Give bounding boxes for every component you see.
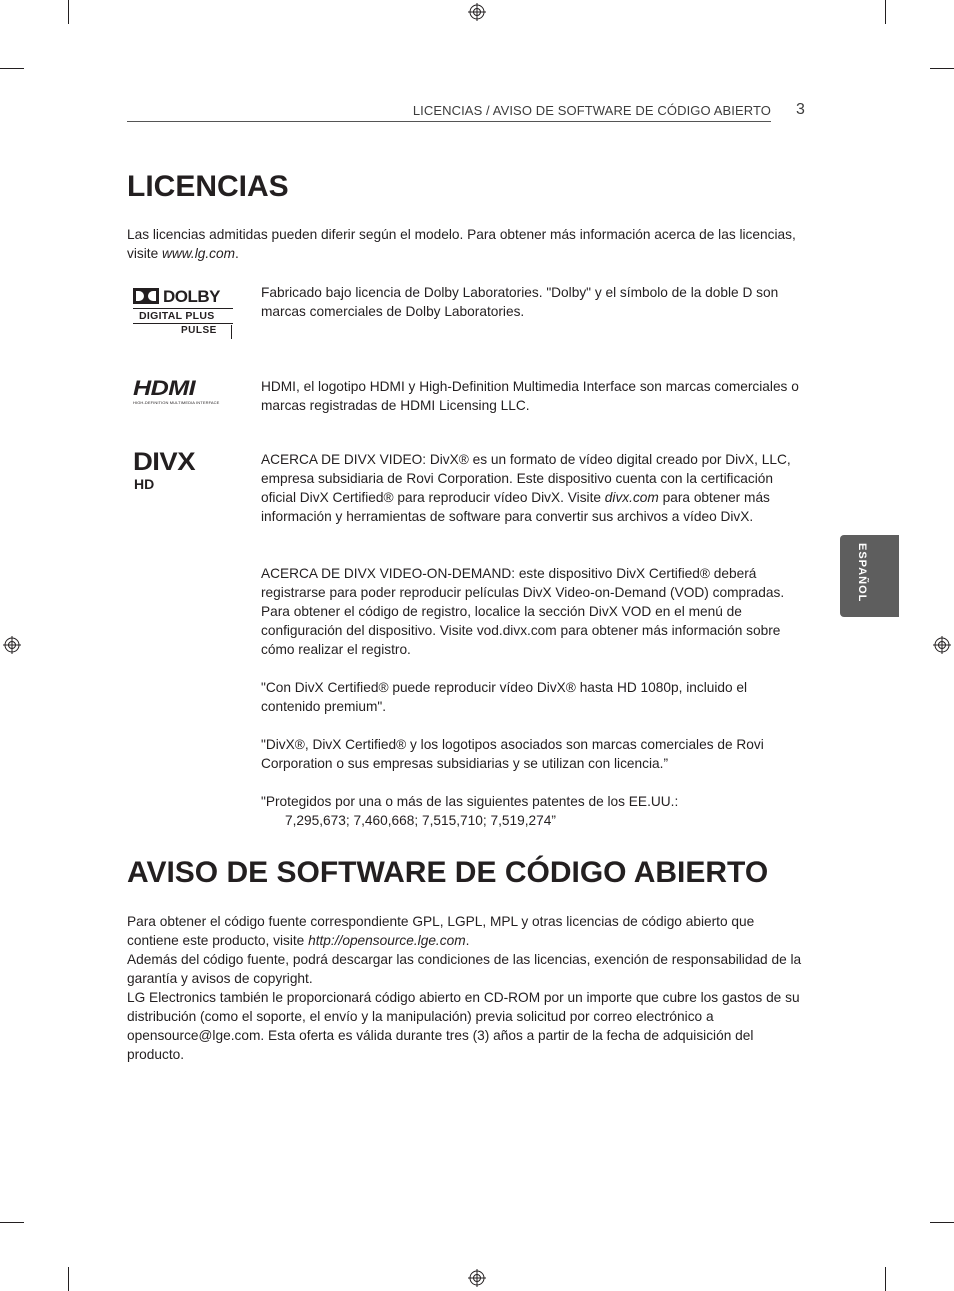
divx-paragraph-4: "DivX®, DivX Certified® y los logotipos asociados son marcas comerciales de Rovi Corporation o sus empresas subsidiarias y se utilizan con licencia.” xyxy=(261,737,764,771)
hdmi-logo xyxy=(133,377,233,408)
intro-end: . xyxy=(235,246,239,261)
crop-mark xyxy=(930,68,954,69)
crop-mark xyxy=(0,1222,24,1223)
open-source-p1-text: Para obtener el código fuente correspondiente GPL, LGPL, MPL y otras licencias de código abierto que contiene este producto, visite xyxy=(127,914,755,948)
divx-paragraph-1 xyxy=(261,450,801,526)
divx-p1-text: ACERCA DE DIVX VIDEO: DivX® es un formato de vídeo digital creado por DivX, LLC, empresa subsidiaria de Rovi Corporation. Este dispositivo cuenta con la certificación oficial DivX Certified® para reproducir vídeo DivX. Visite xyxy=(261,452,791,505)
divx-hd: HD xyxy=(134,476,155,492)
opensource-link[interactable]: http://opensource.lge.com xyxy=(308,933,466,948)
dolby-double-d-icon xyxy=(133,288,159,304)
running-header: LICENCIAS / AVISO DE SOFTWARE DE CÓDIGO ABIERTO xyxy=(412,103,771,118)
header-rule xyxy=(127,121,771,122)
licencias-title: LICENCIAS xyxy=(127,170,289,203)
dolby-pulse: PULSE xyxy=(181,325,217,336)
registration-mark-icon xyxy=(468,3,486,21)
crop-mark xyxy=(68,1267,69,1291)
divx-logo xyxy=(133,450,233,494)
divx-paragraph-2: ACERCA DE DIVX VIDEO-ON-DEMAND: este dispositivo DivX Certified® deberá registrarse para poder reproducir películas DivX Video-on-Demand (VOD) compradas. Para obtener el código de registro, localice la sección DivX VOD en el menú de configuración del dispositivo. Visite vod.divx.com para obtener más información sobre cómo realizar el registro. xyxy=(261,566,785,657)
crop-mark xyxy=(68,0,69,24)
registration-mark-icon xyxy=(468,1269,486,1287)
licencias-intro xyxy=(127,225,807,263)
hdmi-wordmark: HDMI xyxy=(133,377,196,400)
divx-patents-intro: "Protegidos por una o más de las siguientes patentes de los EE.UU.: xyxy=(261,794,679,809)
divx-wordmark: DIVX xyxy=(133,448,195,476)
hdmi-tagline: HIGH-DEFINITION MULTIMEDIA INTERFACE xyxy=(133,400,220,405)
crop-mark xyxy=(885,0,886,24)
crop-mark xyxy=(930,1222,954,1223)
dolby-digital-plus: DIGITAL PLUS xyxy=(139,310,215,322)
hdmi-text: HDMI, el logotipo HDMI y High-Definition Multimedia Interface son marcas comerciales o marcas registradas de HDMI Licensing LLC. xyxy=(261,379,799,413)
open-source-title: AVISO DE SOFTWARE DE CÓDIGO ABIERTO xyxy=(127,856,769,889)
dolby-line-1 xyxy=(133,308,233,309)
open-source-paragraph-1 xyxy=(127,912,807,950)
dolby-text: Fabricado bajo licencia de Dolby Laboratories. "Dolby" y el símbolo de la doble D son marcas comerciales de Dolby Laboratories. xyxy=(261,285,779,319)
page-number: 3 xyxy=(796,101,805,118)
crop-mark xyxy=(885,1267,886,1291)
registration-mark-icon xyxy=(933,636,951,654)
divx-p1-end: para obtener más información y herramientas de software para convertir sus archivos a vídeo DivX. xyxy=(261,490,770,524)
open-source-paragraph-2: Además del código fuente, podrá descargar las condiciones de las licencias, exención de responsabilidad de la garantía y avisos de copyright. xyxy=(127,952,802,986)
dolby-line-3 xyxy=(231,325,232,339)
divx-paragraph-5 xyxy=(261,792,801,830)
dolby-wordmark: DOLBY xyxy=(163,287,220,306)
crop-mark xyxy=(0,68,24,69)
dolby-logo xyxy=(133,286,233,340)
divx-paragraph-3: "Con DivX Certified® puede reproducir vídeo DivX® hasta HD 1080p, incluido el contenido premium". xyxy=(261,680,748,714)
open-source-p1-end: . xyxy=(465,933,470,948)
open-source-paragraph-3: LG Electronics también le proporcionará código abierto en CD-ROM por un importe que cubre los gastos de su distribución (como el soporte, el envío y la manipulación) previa solicitud por correo electrónico a opensource@lge.com. Esta oferta es válida durante tres (3) años a partir de la fecha de adquisición del producto. xyxy=(127,990,800,1062)
divx-link[interactable]: divx.com xyxy=(604,490,659,505)
dolby-line-2 xyxy=(133,323,233,324)
intro-text: Las licencias admitidas pueden diferir según el modelo. Para obtener más información acerca de las licencias, visite xyxy=(127,227,796,261)
language-side-tab-label: ESPAÑOL xyxy=(856,543,868,603)
language-side-tab xyxy=(840,535,899,617)
divx-patents-list: 7,295,673; 7,460,668; 7,515,710; 7,519,274” xyxy=(285,813,556,828)
registration-mark-icon xyxy=(3,636,21,654)
lg-link[interactable]: www.lg.com xyxy=(162,246,236,261)
